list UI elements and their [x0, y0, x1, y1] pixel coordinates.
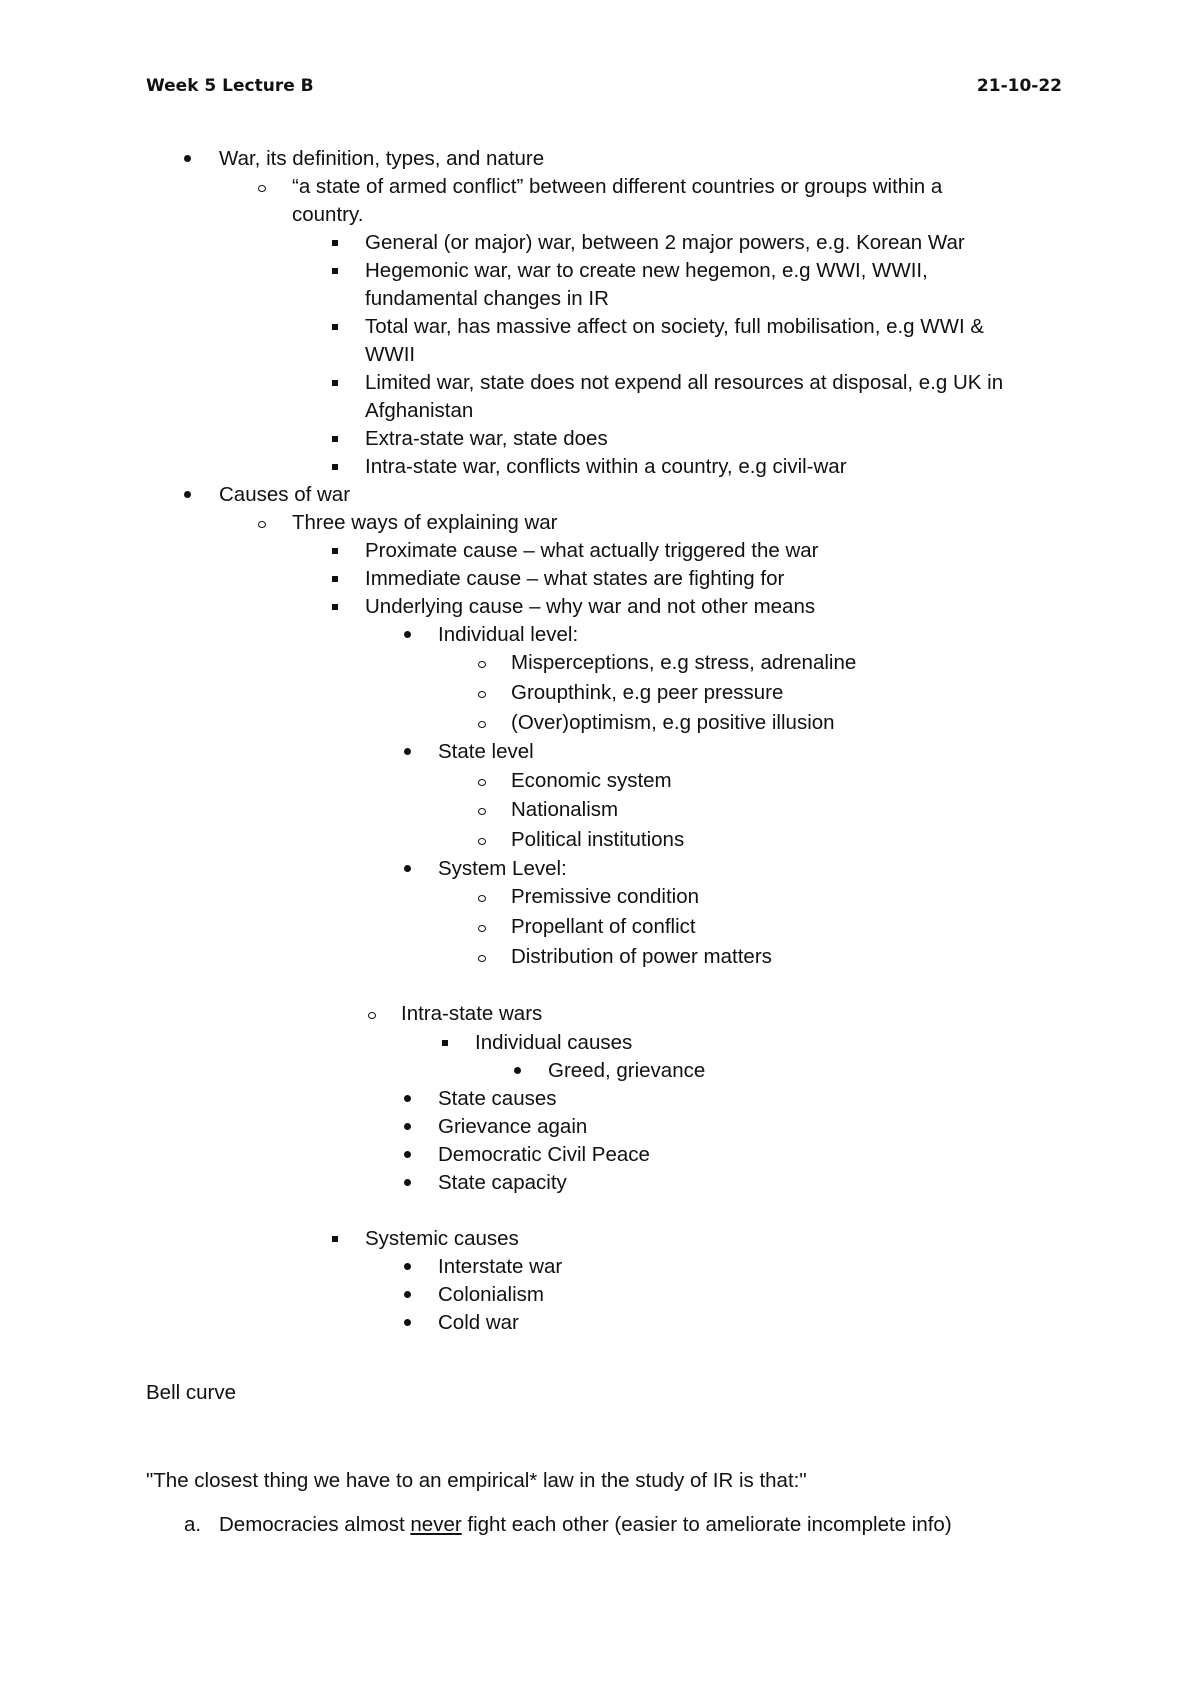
bullet-circle-icon [478, 709, 486, 737]
bullet-dot-icon [404, 1085, 411, 1113]
bullet-square-icon [332, 453, 338, 481]
outline-line: Groupthink, e.g peer pressure [511, 681, 784, 704]
outline-line: Proximate cause – what actually triggered the war [365, 539, 819, 562]
outline-line: System Level: [438, 857, 567, 880]
bullet-circle-icon [478, 796, 486, 824]
bullet-circle-icon [368, 1000, 376, 1028]
bullet-circle-icon [478, 679, 486, 707]
bullet-circle-icon [478, 649, 486, 677]
outline-line: Hegemonic war, war to create new hegemon, e.g WWI, WWII, [365, 259, 928, 282]
list-item-a [219, 1511, 952, 1539]
bullet-square-icon [442, 1029, 448, 1057]
outline-line: Interstate war [438, 1255, 563, 1278]
outline-line: Immediate cause – what states are fighting for [365, 567, 785, 590]
outline-line: Systemic causes [365, 1227, 519, 1250]
outline-line: country. [292, 203, 364, 226]
outline-line: Causes of war [219, 483, 351, 506]
outline-line: Grievance again [438, 1115, 588, 1138]
bullet-circle-icon [478, 913, 486, 941]
bullet-square-icon [332, 369, 338, 397]
outline-line: State level [438, 740, 534, 763]
bullet-square-icon [332, 593, 338, 621]
bullet-dot-icon [404, 855, 411, 883]
outline-line: Greed, grievance [548, 1059, 706, 1082]
bullet-circle-icon [478, 826, 486, 854]
bullet-circle-icon [258, 509, 266, 537]
bullet-circle-icon [258, 173, 266, 201]
bullet-square-icon [332, 1225, 338, 1253]
bullet-square-icon [332, 229, 338, 257]
list-item-a-text-after: fight each other (easier to ameliorate incomplete info) [461, 1513, 952, 1536]
underlined-word: never [410, 1513, 462, 1536]
outline-line: Individual causes [475, 1031, 633, 1054]
outline-line: (Over)optimism, e.g positive illusion [511, 711, 835, 734]
header-date: 21-10-22 [976, 76, 1062, 96]
outline-line: Extra-state war, state does [365, 427, 608, 450]
outline-line: Individual level: [438, 623, 579, 646]
outline-line: Afghanistan [365, 399, 474, 422]
outline-line: Misperceptions, e.g stress, adrenaline [511, 651, 857, 674]
outline-line: Limited war, state does not expend all resources at disposal, e.g UK in [365, 371, 1004, 394]
outline-line: Bell curve [146, 1381, 237, 1404]
bullet-dot-icon [404, 621, 411, 649]
outline-line: General (or major) war, between 2 major powers, e.g. Korean War [365, 231, 965, 254]
outline-line: Underlying cause – why war and not other means [365, 595, 816, 618]
bullet-dot-icon [404, 1281, 411, 1309]
list-item-a-marker: a. [184, 1513, 202, 1536]
outline-line: Colonialism [438, 1283, 544, 1306]
bullet-dot-icon [184, 145, 191, 173]
outline-line: Propellant of conflict [511, 915, 696, 938]
outline-line: Nationalism [511, 798, 619, 821]
bullet-square-icon [332, 425, 338, 453]
header-title: Week 5 Lecture B [146, 76, 314, 96]
bullet-circle-icon [478, 943, 486, 971]
bullet-square-icon [332, 565, 338, 593]
bullet-dot-icon [404, 738, 411, 766]
outline-line: Democratic Civil Peace [438, 1143, 650, 1166]
outline-line: Cold war [438, 1311, 519, 1334]
outline-line: Intra-state wars [401, 1002, 543, 1025]
bullet-square-icon [332, 313, 338, 341]
bullet-dot-icon [514, 1057, 521, 1085]
outline-line: War, its definition, types, and nature [219, 147, 545, 170]
outline-line: State causes [438, 1087, 557, 1110]
bullet-square-icon [332, 537, 338, 565]
bullet-dot-icon [404, 1141, 411, 1169]
outline-line: fundamental changes in IR [365, 287, 609, 310]
bullet-dot-icon [404, 1113, 411, 1141]
bullet-dot-icon [184, 481, 191, 509]
outline-line: Premissive condition [511, 885, 699, 908]
outline-line: Intra-state war, conflicts within a country, e.g civil-war [365, 455, 847, 478]
outline-line: Distribution of power matters [511, 945, 772, 968]
outline-line: Three ways of explaining war [292, 511, 558, 534]
outline-line: Total war, has massive affect on society, full mobilisation, e.g WWI & [365, 315, 985, 338]
bullet-dot-icon [404, 1253, 411, 1281]
outline-line: “a state of armed conflict” between different countries or groups within a [292, 175, 943, 198]
outline-line: WWII [365, 343, 416, 366]
bullet-dot-icon [404, 1309, 411, 1337]
bullet-circle-icon [478, 883, 486, 911]
outline-line: Political institutions [511, 828, 685, 851]
bullet-dot-icon [404, 1169, 411, 1197]
bullet-square-icon [332, 257, 338, 285]
bullet-circle-icon [478, 767, 486, 795]
list-item-a-text-before: Democracies almost [219, 1513, 411, 1536]
outline-line: Economic system [511, 769, 672, 792]
quote-line: "The closest thing we have to an empirical* law in the study of IR is that:" [146, 1469, 807, 1492]
outline-line: State capacity [438, 1171, 567, 1194]
